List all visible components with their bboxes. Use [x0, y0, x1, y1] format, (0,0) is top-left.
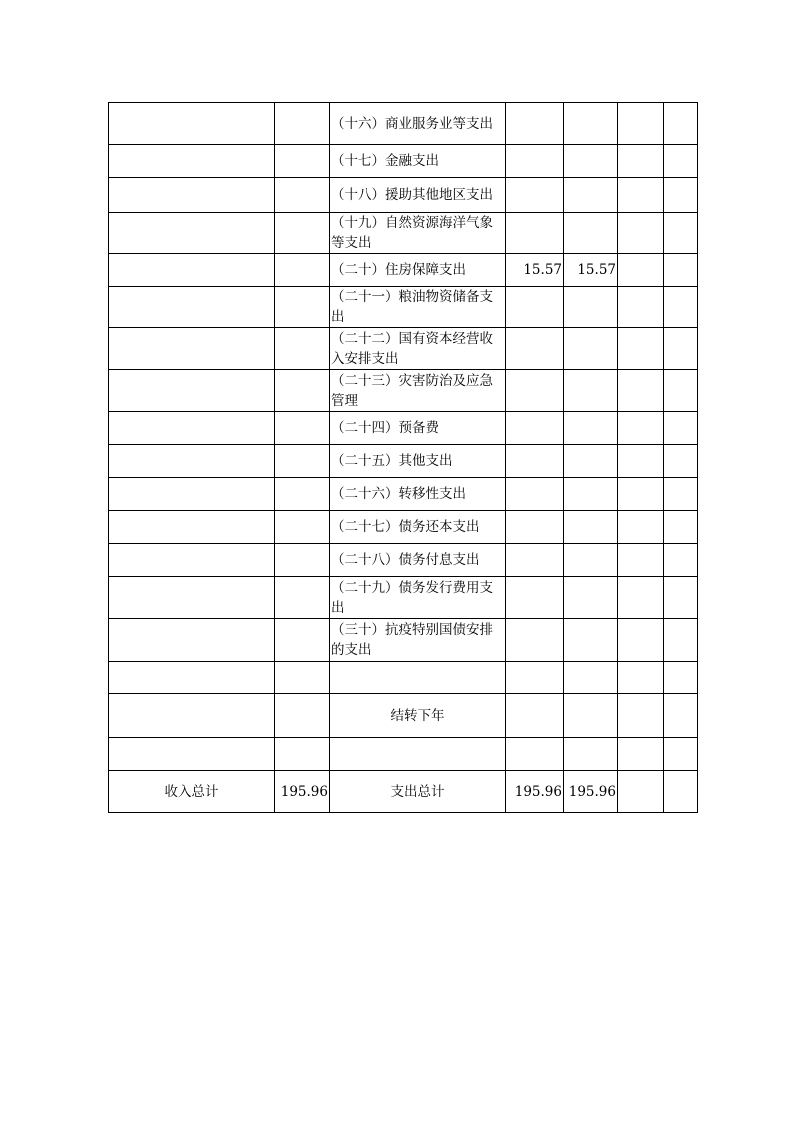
income-total-label: 收入总计 [109, 771, 275, 813]
carry-forward-row [109, 694, 698, 738]
amount-cell [506, 577, 564, 619]
table-row [109, 287, 698, 328]
table-cell [564, 694, 618, 738]
table-cell [330, 738, 506, 771]
amount-cell [564, 478, 618, 511]
table-row [109, 178, 698, 213]
table-cell [275, 662, 330, 694]
table-cell [275, 544, 330, 577]
table-cell [618, 445, 664, 478]
amount-cell [506, 511, 564, 544]
table-row [109, 511, 698, 544]
table-cell [109, 445, 275, 478]
amount-cell: 15.57 [506, 254, 564, 287]
budget-table [108, 102, 698, 813]
table-cell [664, 738, 698, 771]
table-cell [664, 771, 698, 813]
table-cell [664, 619, 698, 662]
expense-item-label: （二十二）国有资本经营收入安排支出 [330, 328, 506, 370]
table-row [109, 662, 698, 694]
expense-item-label: （十八）援助其他地区支出 [330, 178, 506, 213]
table-cell [275, 213, 330, 254]
table-row [109, 328, 698, 370]
table-cell [109, 478, 275, 511]
table-row [109, 738, 698, 771]
table-cell [664, 412, 698, 445]
table-cell [618, 619, 664, 662]
table-cell [618, 328, 664, 370]
amount-cell [506, 287, 564, 328]
amount-cell: 15.57 [564, 254, 618, 287]
amount-cell [506, 478, 564, 511]
table-cell [664, 103, 698, 145]
table-cell [664, 328, 698, 370]
table-cell [275, 103, 330, 145]
expense-item-label: （二十四）预备费 [330, 412, 506, 445]
table-cell [564, 662, 618, 694]
table-cell [109, 511, 275, 544]
table-cell [109, 412, 275, 445]
table-cell [664, 511, 698, 544]
table-row [109, 103, 698, 145]
table-cell [664, 178, 698, 213]
income-total-value: 195.96 [275, 771, 330, 813]
amount-cell [506, 544, 564, 577]
table-cell [109, 145, 275, 178]
amount-cell [564, 412, 618, 445]
table-row [109, 577, 698, 619]
table-cell [618, 577, 664, 619]
table-cell [664, 445, 698, 478]
table-cell [618, 287, 664, 328]
amount-cell [506, 370, 564, 412]
expense-item-label: （二十七）债务还本支出 [330, 511, 506, 544]
table-cell [275, 577, 330, 619]
table-cell [618, 511, 664, 544]
amount-cell [564, 213, 618, 254]
table-cell [109, 662, 275, 694]
table-cell [109, 619, 275, 662]
amount-cell [564, 544, 618, 577]
table-row [109, 370, 698, 412]
table-cell [664, 145, 698, 178]
expense-item-label: （二十九）债务发行费用支出 [330, 577, 506, 619]
amount-cell [564, 103, 618, 145]
table-cell [506, 662, 564, 694]
amount-cell [506, 213, 564, 254]
table-cell [275, 445, 330, 478]
amount-cell [564, 145, 618, 178]
table-cell [664, 213, 698, 254]
expense-item-label: （十七）金融支出 [330, 145, 506, 178]
table-cell [564, 738, 618, 771]
table-cell [275, 619, 330, 662]
table-cell [109, 544, 275, 577]
amount-cell [506, 328, 564, 370]
expense-item-label: （二十六）转移性支出 [330, 478, 506, 511]
table-cell [664, 577, 698, 619]
table-cell [618, 771, 664, 813]
table-cell [109, 577, 275, 619]
amount-cell [564, 577, 618, 619]
total-row [109, 771, 698, 813]
table-cell [330, 662, 506, 694]
table-cell [275, 511, 330, 544]
table-cell [618, 412, 664, 445]
amount-cell [506, 412, 564, 445]
table-cell [618, 662, 664, 694]
table-row [109, 213, 698, 254]
table-row [109, 619, 698, 662]
amount-cell [506, 619, 564, 662]
amount-cell [564, 370, 618, 412]
table-cell [275, 478, 330, 511]
expense-item-label: （二十一）粮油物资储备支出 [330, 287, 506, 328]
expense-total-value: 195.96 [506, 771, 564, 813]
table-row [109, 254, 698, 287]
table-cell [275, 145, 330, 178]
table-cell [275, 254, 330, 287]
table-cell [664, 544, 698, 577]
table-cell [275, 178, 330, 213]
table-cell [275, 328, 330, 370]
table-row [109, 445, 698, 478]
table-row [109, 412, 698, 445]
table-row [109, 544, 698, 577]
table-cell [109, 287, 275, 328]
amount-cell [564, 445, 618, 478]
table-cell [109, 103, 275, 145]
table-cell [275, 412, 330, 445]
table-cell [664, 254, 698, 287]
table-cell [618, 478, 664, 511]
carry-forward-label: 结转下年 [330, 694, 506, 738]
table-cell [664, 370, 698, 412]
table-cell [109, 213, 275, 254]
table-cell [109, 328, 275, 370]
table-cell [664, 694, 698, 738]
table-cell [618, 254, 664, 287]
amount-cell [506, 145, 564, 178]
table-cell [618, 370, 664, 412]
table-cell [618, 694, 664, 738]
table-cell [109, 738, 275, 771]
table-cell [109, 254, 275, 287]
expense-item-label: （十六）商业服务业等支出 [330, 103, 506, 145]
table-cell [618, 103, 664, 145]
table-cell [506, 738, 564, 771]
table-cell [109, 694, 275, 738]
table-row [109, 145, 698, 178]
table-cell [664, 287, 698, 328]
expense-item-label: （二十八）债务付息支出 [330, 544, 506, 577]
table-cell [618, 213, 664, 254]
table-cell [664, 662, 698, 694]
expense-item-label: （二十）住房保障支出 [330, 254, 506, 287]
table-cell [618, 145, 664, 178]
expense-total-value: 195.96 [564, 771, 618, 813]
expense-item-label: （十九）自然资源海洋气象等支出 [330, 213, 506, 254]
table-cell [618, 544, 664, 577]
expense-total-label: 支出总计 [330, 771, 506, 813]
table-cell [275, 287, 330, 328]
amount-cell [564, 287, 618, 328]
table-cell [618, 738, 664, 771]
table-cell [109, 370, 275, 412]
amount-cell [564, 511, 618, 544]
table-cell [275, 370, 330, 412]
table-cell [275, 694, 330, 738]
amount-cell [506, 103, 564, 145]
table-cell [275, 738, 330, 771]
table-cell [109, 178, 275, 213]
expense-item-label: （二十三）灾害防治及应急管理 [330, 370, 506, 412]
table-cell [506, 694, 564, 738]
amount-cell [564, 328, 618, 370]
table-row [109, 478, 698, 511]
amount-cell [564, 178, 618, 213]
amount-cell [564, 619, 618, 662]
expense-item-label: （三十）抗疫特别国债安排的支出 [330, 619, 506, 662]
table-cell [618, 178, 664, 213]
table-cell [664, 478, 698, 511]
amount-cell [506, 445, 564, 478]
expense-item-label: （二十五）其他支出 [330, 445, 506, 478]
amount-cell [506, 178, 564, 213]
